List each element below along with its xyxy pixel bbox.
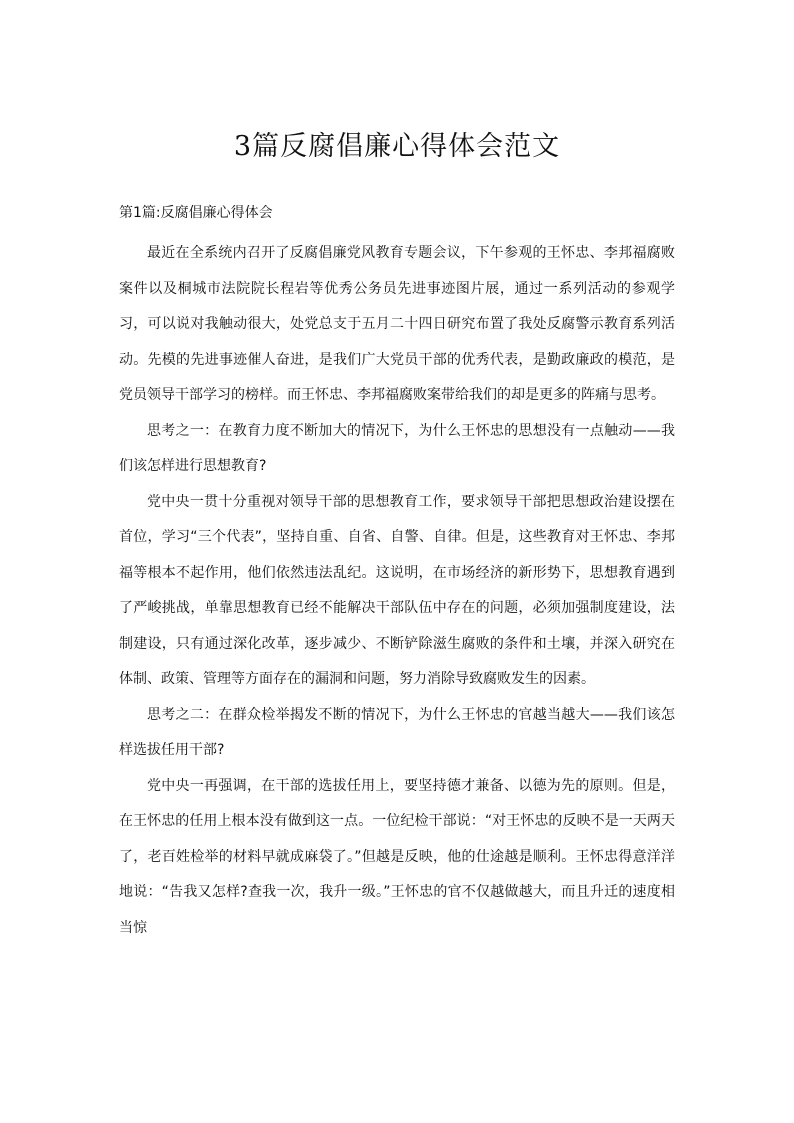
body-paragraph-1: 最近在全系统内召开了反腐倡廉党风教育专题会议，下午参观的王怀忠、李邦福腐败案件以及桐城市法院院长程岩等优秀公务员先进事迹图片展，通过一系列活动的参观学习，可以说对我触动很大，处党总支于五月二十四日研究布置了我处反腐警示教育系列活动。先模的先进事迹催人奋进，是我们广大党员干部的优秀代表，是勤政廉政的模范，是党员领导干部学习的榜样。而王怀忠、李邦福腐败案带给我们的却是更多的阵痛与思考。 [119, 245, 675, 403]
heading-spacer [119, 226, 675, 236]
body-paragraph-3: 党中央一贯十分重视对领导干部的思想教育工作，要求领导干部把思想政治建设摆在首位，学习“三个代表”，坚持自重、自省、自警、自律。但是，这些教育对王怀忠、李邦福等根本不起作用，他们依然违法乱纪。这说明，在市场经济的新形势下，思想教育遇到了严峻挑战，单靠思想教育已经不能解决干部队伍中存在的问题，必须加强制度建设，法制建设，只有通过深化改革，逐步减少、不断铲除滋生腐败的条件和土壤，并深入研究在体制、政策、管理等方面存在的漏洞和问题，努力消除导致腐败发生的因素。 [119, 493, 675, 687]
document-body [119, 200, 675, 946]
body-paragraph-4: 思考之二：在群众检举揭发不断的情况下，为什么王怀忠的官越当越大——我们该怎样选拔任用干部? [119, 706, 675, 758]
body-paragraph-2: 思考之一：在教育力度不断加大的情况下，为什么王怀忠的思想没有一点触动——我们该怎样进行思想教育? [119, 422, 675, 474]
document-title: 3篇反腐倡廉心得体会范文 [233, 131, 561, 162]
section-heading: 第1篇:反腐倡廉心得体会 [119, 205, 273, 221]
body-paragraph-5: 党中央一再强调，在干部的选拔任用上，要坚持德才兼备、以德为先的原则。但是，在王怀忠的任用上根本没有做到这一点。一位纪检干部说：“对王怀忠的反映不是一天两天了，老百姓检举的材料早就成麻袋了。”但越是反映，他的仕途越是顺利。王怀忠得意洋洋地说：“告我又怎样?查我一次，我升一级。”王怀忠的官不仅越做越大，而且升迁的速度相当惊 [119, 777, 675, 936]
